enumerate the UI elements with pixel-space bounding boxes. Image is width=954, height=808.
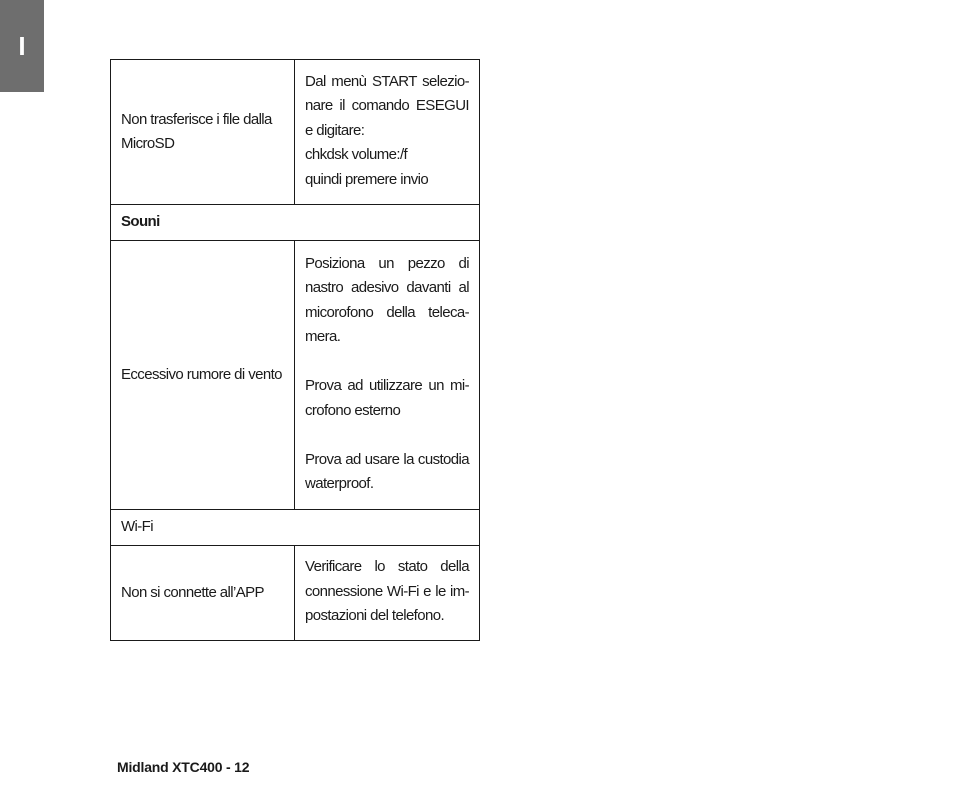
solution-line: quindi premere invio — [305, 170, 429, 188]
solution-cell — [295, 60, 480, 205]
table-row — [111, 241, 480, 510]
language-tab — [0, 0, 44, 92]
solution-paragraph: Posiziona un pezzo di nastro adesivo davanti al micorofono della teleca-mera. — [305, 254, 469, 345]
table-row — [111, 60, 480, 205]
section-row — [111, 510, 480, 546]
language-tab-label: I — [18, 31, 26, 61]
page-footer: Midland XTC400 - 12 — [117, 759, 250, 775]
troubleshooting-table — [110, 59, 480, 641]
solution-line: Verificare lo stato della connessione Wi-Fi e le im-postazioni del telefono. — [305, 558, 469, 625]
solution-line: chkdsk volume:/f — [305, 146, 408, 164]
section-header-souni: Souni — [111, 205, 480, 241]
solution-line: Dal menù START selezio-nare il comando ESEGUI e digitare: — [305, 72, 469, 139]
section-row — [111, 205, 480, 241]
table-row — [111, 546, 480, 641]
solution-paragraph: Prova ad usare la custodia waterproof. — [305, 450, 469, 492]
solution-cell — [295, 241, 480, 510]
problem-cell: Non trasferisce i file dalla MicroSD — [111, 60, 295, 205]
solution-cell — [295, 546, 480, 641]
problem-cell: Eccessivo rumore di vento — [111, 241, 295, 510]
solution-paragraph: Prova ad utilizzare un mi-crofono esterno — [305, 377, 469, 419]
section-header-wifi: Wi-Fi — [111, 510, 480, 546]
problem-cell: Non si connette all’APP — [111, 546, 295, 641]
